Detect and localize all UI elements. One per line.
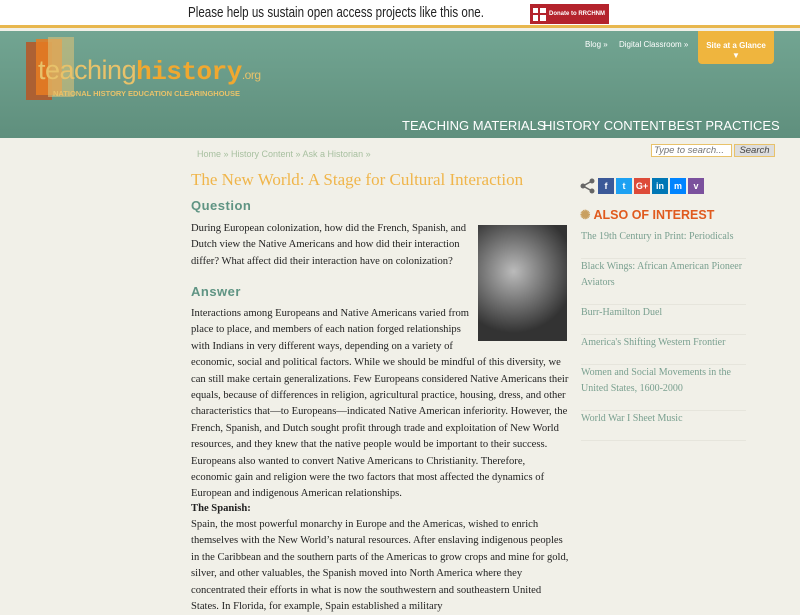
blog-link[interactable]: Blog »: [585, 40, 608, 49]
share-bar: [580, 178, 704, 194]
rrchnm-logo-icon: [533, 8, 546, 21]
spanish-heading: The Spanish:: [191, 503, 251, 514]
donate-label: Donate to RRCHNM: [549, 11, 605, 17]
search-button[interactable]: Search: [734, 144, 775, 157]
site-header: [0, 31, 800, 138]
nav-best-practices[interactable]: BEST PRACTICES: [668, 118, 780, 133]
glance-label: Site at a Glance: [706, 41, 766, 50]
gear-icon: ✺: [580, 208, 591, 222]
site-at-a-glance-button[interactable]: [698, 31, 774, 64]
digital-classroom-link[interactable]: Digital Classroom »: [619, 40, 689, 49]
triangle-down-icon: ▼: [732, 51, 740, 60]
share-icon[interactable]: [580, 178, 596, 194]
breadcrumb[interactable]: Home » History Content » Ask a Historian »: [197, 149, 371, 159]
page-title: The New World: A Stage for Cultural Interaction: [191, 170, 524, 189]
answer-paragraph: Interactions among Europeans and Native Americans varied from place to place, and members of each nation forged relationships with Indians in very different ways, depending on a variety of economic, social and political factors. While we should be mindful of this diversity, we can still make certain generalizations. Few Europeans considered Native Americans their equals, because of differences in religion, agricultural practice, housing, dress, and other characteristics that—to Europeans—indicated Native American inferiority. However, the French, Spanish, and Dutch sought profit through trade and exploitation of New World resources, and they knew that the native people would be important to their success. Europeans also wanted to convert Native Americans to Christianity. Therefore, economic gain and religion were the two factors that most affected the dynamics of European and indigenous American relationships.: [191, 308, 569, 500]
donate-button[interactable]: [530, 4, 609, 24]
related-link[interactable]: Burr-Hamilton Duel: [581, 305, 746, 335]
logo-subtitle: NATIONAL HISTORY EDUCATION CLEARINGHOUSE: [53, 89, 240, 98]
related-link[interactable]: Women and Social Movements in the United States, 1600-2000: [581, 365, 746, 411]
viber-icon[interactable]: v: [688, 178, 704, 194]
related-links: [581, 229, 746, 441]
twitter-icon[interactable]: t: [616, 178, 632, 194]
related-link[interactable]: World War I Sheet Music: [581, 411, 746, 441]
also-of-interest-heading: ✺ ALSO OF INTEREST: [580, 208, 715, 222]
related-link[interactable]: Black Wings: African American Pioneer Aviators: [581, 259, 746, 305]
spanish-paragraph: Spain, the most powerful monarchy in Europe and the Americas, wished to enrich themselves with the New World’s natural resources. After enslaving indigenous peoples in the Caribbean and the southern parts of the Americas to grow crops and mine for gold, silver, and other valuables, the Spanish moved into North America where they concentrated their efforts in what is now the southwestern and southeastern United States. In Florida, for example, Spain established a military: [191, 519, 569, 613]
banner-message: Please help us sustain open access projects like this one.: [188, 5, 484, 21]
donation-banner: [0, 0, 800, 28]
google-plus-icon[interactable]: G+: [634, 178, 650, 194]
logo-text: teachinghistory.org: [38, 55, 261, 87]
question-heading: Question: [191, 198, 252, 213]
related-link[interactable]: The 19th Century in Print: Periodicals: [581, 229, 746, 259]
nav-teaching-materials[interactable]: TEACHING MATERIALS: [402, 118, 546, 133]
answer-heading: Answer: [191, 284, 241, 299]
facebook-icon[interactable]: f: [598, 178, 614, 194]
nav-history-content[interactable]: HISTORY CONTENT: [543, 118, 667, 133]
search-input[interactable]: [651, 144, 732, 157]
messenger-icon[interactable]: m: [670, 178, 686, 194]
question-text: During European colonization, how did the French, Spanish, and Dutch view the Native Americans and how did their interaction differ? What affect did their interaction have on colonization?: [191, 223, 467, 267]
related-link[interactable]: America's Shifting Western Frontier: [581, 335, 746, 365]
linkedin-icon[interactable]: in: [652, 178, 668, 194]
